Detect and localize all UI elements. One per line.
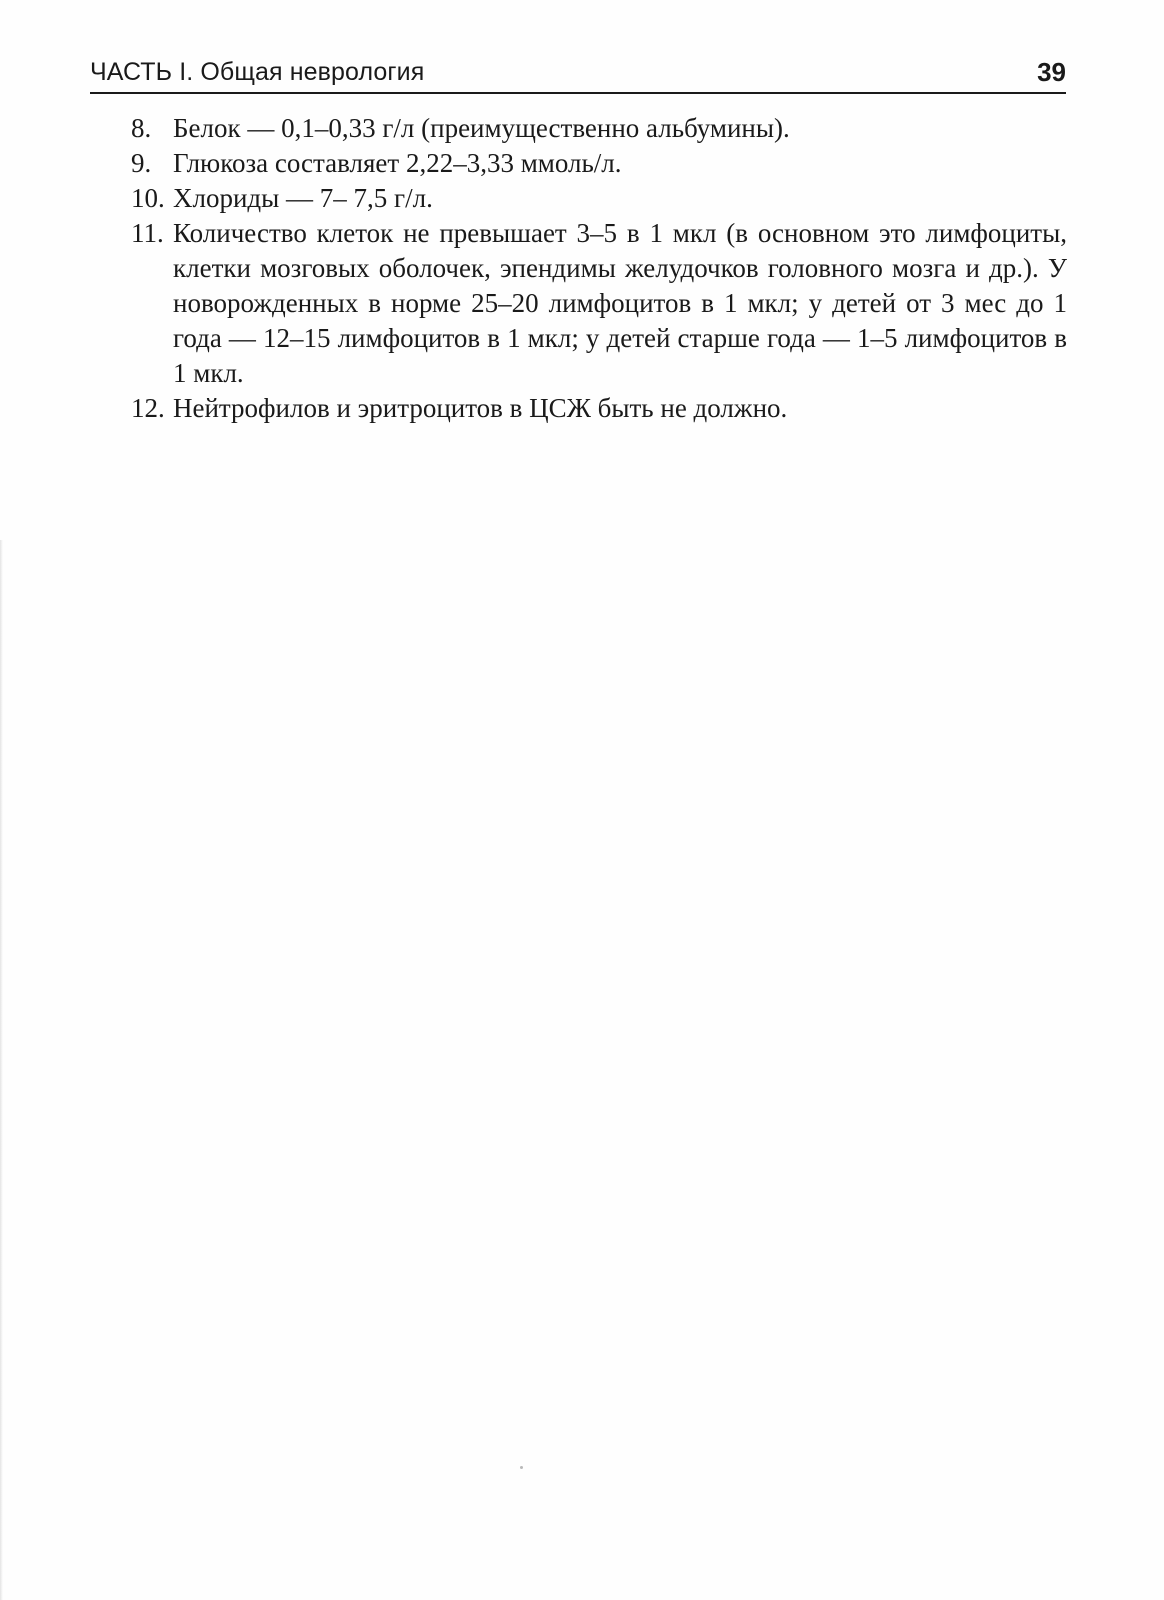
list-item (131, 216, 1067, 391)
numbered-list (131, 111, 1067, 426)
list-item-number: 9. (131, 148, 152, 178)
running-header (90, 56, 1066, 94)
list-item-number: 8. (131, 113, 152, 143)
page-number: 39 (1037, 57, 1066, 87)
list-item-text: Количество клеток не превышает 3–5 в 1 мкл (в основном это лимфоциты, клетки мозговых оболочек, эпендимы желудочков головного мозга и др.). У новорожденных в норме 25–20 лимфоцитов в 1 мкл; у детей от 3 мес до 1 года — 12–15 лимфоцитов в 1 мкл; у детей старше года — 1–5 лимфоцитов в 1 мкл. (173, 218, 1067, 388)
list-item-text: Хлориды — 7– 7,5 г/л. (173, 183, 433, 213)
list-item-number: 11. (131, 218, 164, 248)
list-item-number: 10. (131, 183, 165, 213)
scan-edge-shadow (0, 540, 3, 1600)
list-item-text: Глюкоза составляет 2,22–3,33 ммоль/л. (173, 148, 622, 178)
list-item (131, 181, 1067, 216)
running-title: ЧАСТЬ I. Общая неврология (90, 58, 425, 86)
list-item (131, 146, 1067, 181)
list-item (131, 111, 1067, 146)
list-item-text: Нейтрофилов и эритроцитов в ЦСЖ быть не должно. (173, 393, 788, 423)
scan-speck (520, 1466, 523, 1469)
list-item-text: Белок — 0,1–0,33 г/л (преимущественно альбумины). (173, 113, 790, 143)
list-item (131, 391, 1067, 426)
list-item-number: 12. (131, 393, 165, 423)
